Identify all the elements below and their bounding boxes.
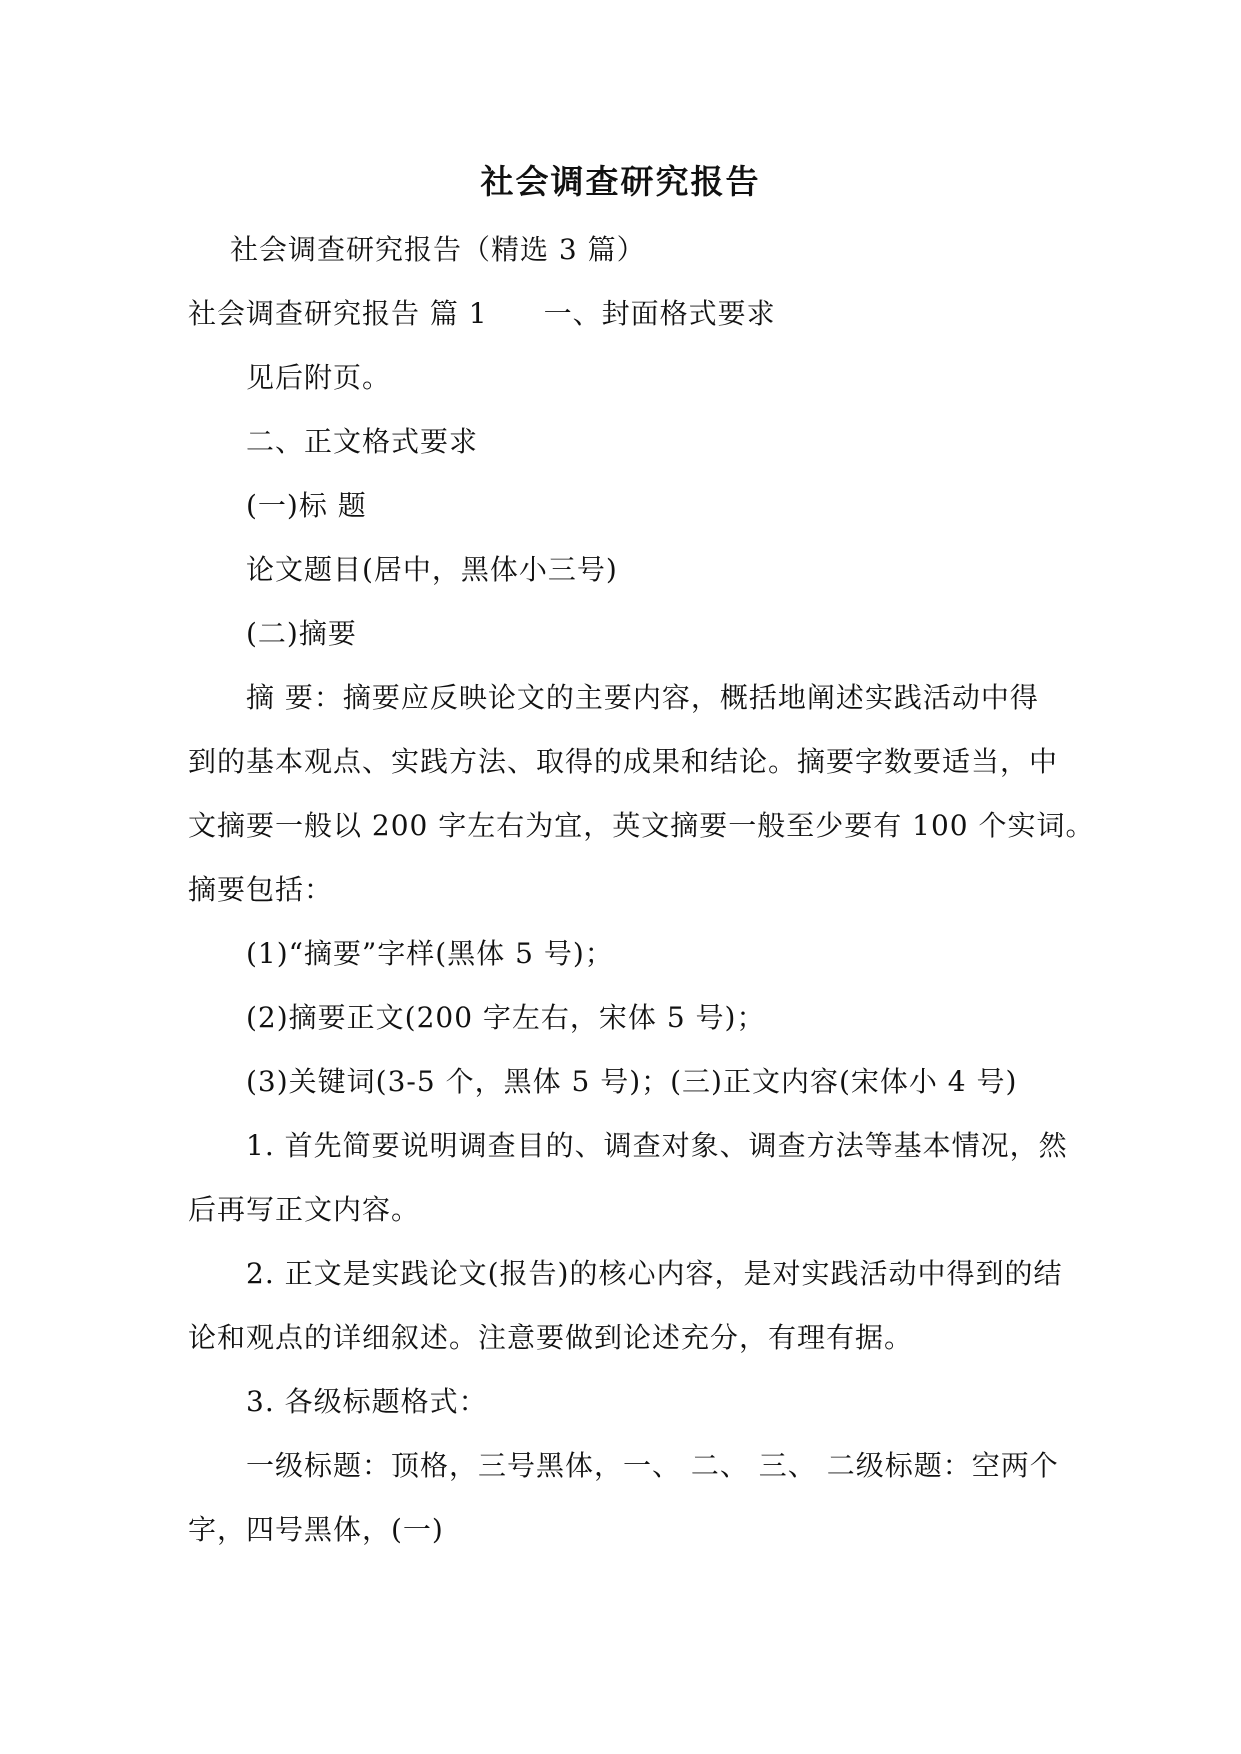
list-item: (2)摘要正文(200 字左右，宋体 5 号)； <box>246 1001 766 1034</box>
paragraph-line: 后再写正文内容。 <box>188 1193 421 1226</box>
paragraph-line: 见后附页。 <box>246 361 392 394</box>
paragraph-line: 1. 首先简要说明调查目的、调查对象、调查方法等基本情况，然 <box>246 1129 1068 1162</box>
paragraph-line: 一级标题：顶格，三号黑体，一、 二、 三、 二级标题：空两个 <box>246 1449 1059 1482</box>
heading-title-subsection: (一)标 题 <box>246 489 367 522</box>
paragraph-line: 2. 正文是实践论文(报告)的核心内容，是对实践活动中得到的结 <box>246 1257 1063 1290</box>
heading-abstract-subsection: (二)摘要 <box>246 617 357 650</box>
paragraph-line: 论文题目(居中，黑体小三号) <box>246 553 618 586</box>
list-item: (3)关键词(3-5 个，黑体 5 号)；(三)正文内容(宋体小 4 号) <box>246 1065 1018 1098</box>
paragraph-line: 文摘要一般以 200 字左右为宜，英文摘要一般至少要有 100 个实词。 <box>188 809 1095 842</box>
paragraph-line: 3. 各级标题格式： <box>246 1385 488 1418</box>
list-item: (1)“摘要”字样(黑体 5 号)； <box>246 937 614 970</box>
cover-heading: 一、封面格式要求 <box>543 297 776 330</box>
section-label: 社会调查研究报告 篇 1 <box>188 297 488 330</box>
paragraph-line: 论和观点的详细叙述。注意要做到论述充分，有理有据。 <box>188 1321 914 1354</box>
paragraph-line: 到的基本观点、实践方法、取得的成果和结论。摘要字数要适当，中 <box>188 745 1059 778</box>
heading-main-text-format: 二、正文格式要求 <box>246 425 479 458</box>
paragraph-line: 摘要包括： <box>188 873 334 906</box>
document-title: 社会调查研究报告 <box>480 162 761 201</box>
paragraph-line: 摘 要：摘要应反映论文的主要内容，概括地阐述实践活动中得 <box>246 681 1039 714</box>
document-subtitle: 社会调查研究报告（精选 3 篇） <box>230 233 646 266</box>
section-heading-line <box>188 294 776 334</box>
paragraph-line: 字，四号黑体，(一) <box>188 1513 444 1546</box>
